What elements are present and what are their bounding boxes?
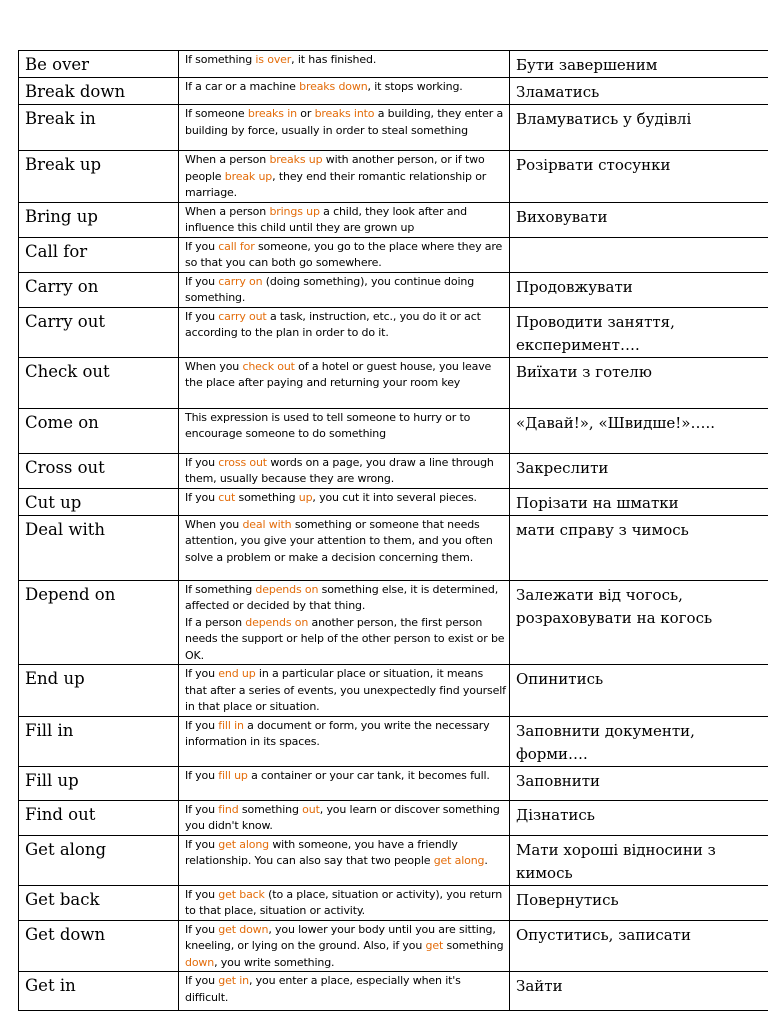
definition-text: If you bbox=[185, 718, 219, 732]
definition-text: , you learn or discover something you didn't know. bbox=[185, 802, 500, 832]
definition-paragraph bbox=[185, 837, 507, 870]
definition-paragraph bbox=[185, 204, 507, 237]
phrasal-verb-cell: Depend on bbox=[19, 580, 179, 665]
definition-text: If you bbox=[185, 309, 219, 323]
definition-text: something bbox=[443, 939, 504, 952]
definition-cell bbox=[179, 580, 510, 665]
phrasal-verb-cell: Find out bbox=[19, 800, 179, 835]
definition-cell bbox=[179, 835, 510, 885]
translation-cell: Заповнити bbox=[510, 766, 768, 800]
highlighted-phrase: get back bbox=[218, 887, 265, 901]
definition-cell bbox=[179, 357, 510, 408]
definition-paragraph bbox=[185, 410, 507, 443]
highlighted-phrase: breaks down bbox=[299, 80, 368, 93]
definition-text: If you bbox=[185, 239, 219, 253]
phrasal-verb-cell: Cross out bbox=[19, 453, 179, 488]
definition-paragraph bbox=[185, 718, 507, 751]
definition-cell bbox=[179, 515, 510, 580]
table-row bbox=[19, 716, 768, 766]
definition-paragraph bbox=[185, 274, 507, 307]
phrasal-verb-cell: Be over bbox=[19, 51, 179, 78]
definition-text: If you bbox=[185, 837, 219, 851]
phrasal-verb-cell: Come on bbox=[19, 408, 179, 453]
definition-text: someone, you go to the place where they are so that you can both go somewhere. bbox=[185, 239, 503, 269]
phrasal-verb-cell: Check out bbox=[19, 357, 179, 408]
phrasal-verb-cell: Carry out bbox=[19, 307, 179, 357]
definition-paragraph bbox=[185, 615, 507, 665]
highlighted-phrase: cut bbox=[218, 490, 236, 504]
translation-cell: Бути завершеним bbox=[510, 51, 768, 78]
definition-text: , it has finished. bbox=[291, 53, 377, 66]
phrasal-verb-cell: Bring up bbox=[19, 202, 179, 237]
phrasal-verb-cell: Get along bbox=[19, 835, 179, 885]
translation-cell: Порізати на шматки bbox=[510, 488, 768, 515]
table-row bbox=[19, 272, 768, 307]
table-row bbox=[19, 920, 768, 972]
highlighted-phrase: get bbox=[425, 939, 444, 952]
definition-paragraph bbox=[185, 582, 507, 615]
phrasal-verbs-table bbox=[18, 50, 768, 1011]
definition-paragraph bbox=[185, 887, 507, 920]
definition-text: If someone bbox=[185, 107, 248, 120]
highlighted-phrase: brings up bbox=[269, 204, 320, 218]
definition-paragraph bbox=[185, 666, 507, 716]
definition-text: If you bbox=[185, 455, 219, 469]
highlighted-phrase: check out bbox=[242, 359, 295, 373]
highlighted-phrase: break up bbox=[224, 169, 273, 183]
definition-text: another person, the first person needs the support or help of the other person to exist or be OK. bbox=[185, 615, 505, 662]
table-row bbox=[19, 488, 768, 515]
table-row bbox=[19, 766, 768, 800]
definition-text: If something bbox=[185, 582, 256, 596]
translation-cell: Заповнити документи, форми…. bbox=[510, 716, 768, 766]
definition-cell bbox=[179, 51, 510, 78]
definition-paragraph bbox=[185, 79, 507, 96]
definition-cell bbox=[179, 105, 510, 151]
highlighted-phrase: carry out bbox=[218, 309, 267, 323]
highlighted-phrase: deal with bbox=[242, 517, 292, 531]
highlighted-phrase: get down bbox=[218, 922, 269, 936]
translation-cell: Дізнатись bbox=[510, 800, 768, 835]
translation-cell: Опинитись bbox=[510, 665, 768, 717]
table-row bbox=[19, 237, 768, 272]
table-row bbox=[19, 408, 768, 453]
translation-cell: мати справу з чимось bbox=[510, 515, 768, 580]
highlighted-phrase: end up bbox=[218, 667, 256, 680]
definition-paragraph bbox=[185, 517, 507, 567]
table-row bbox=[19, 78, 768, 105]
definition-cell bbox=[179, 716, 510, 766]
highlighted-phrase: down bbox=[185, 955, 215, 969]
phrasal-verb-cell: Cut up bbox=[19, 488, 179, 515]
phrasal-verb-cell: Break up bbox=[19, 151, 179, 203]
definition-text: , you write something. bbox=[214, 955, 335, 969]
phrasal-verb-cell: Break in bbox=[19, 105, 179, 151]
definition-text: , you enter a place, especially when it's difficult. bbox=[185, 974, 461, 1004]
definition-text: , they end their romantic relationship or marriage. bbox=[185, 169, 487, 199]
table-row bbox=[19, 580, 768, 665]
definition-text: in a particular place or situation, it means that after a series of events, you unexpectedly find yourself in that place or situation. bbox=[185, 667, 506, 713]
definition-cell bbox=[179, 766, 510, 800]
definition-paragraph bbox=[185, 490, 507, 507]
phrasal-verb-cell: Call for bbox=[19, 237, 179, 272]
definition-text: When a person bbox=[185, 204, 270, 218]
translation-cell: Проводити заняття, експеримент…. bbox=[510, 307, 768, 357]
definition-text: , you cut it into several pieces. bbox=[312, 490, 477, 504]
phrasal-verb-cell: Deal with bbox=[19, 515, 179, 580]
table-row bbox=[19, 105, 768, 151]
definition-paragraph bbox=[185, 309, 507, 342]
highlighted-phrase: get along bbox=[218, 837, 269, 851]
table-row bbox=[19, 357, 768, 408]
translation-cell: Повернутись bbox=[510, 885, 768, 920]
definition-cell bbox=[179, 237, 510, 272]
definition-text: or bbox=[296, 107, 315, 120]
definition-text: something bbox=[235, 490, 299, 504]
highlighted-phrase: breaks up bbox=[269, 153, 323, 166]
definition-cell bbox=[179, 272, 510, 307]
definition-text: If you bbox=[185, 887, 219, 901]
table-row bbox=[19, 972, 768, 1011]
translation-cell bbox=[510, 237, 768, 272]
definition-paragraph bbox=[185, 152, 507, 202]
definition-text: If you bbox=[185, 802, 219, 816]
definition-paragraph bbox=[185, 359, 507, 392]
definition-text: of a hotel or guest house, you leave the place after paying and returning your room key bbox=[185, 359, 492, 389]
phrasal-verb-cell: Get in bbox=[19, 972, 179, 1011]
definition-paragraph bbox=[185, 768, 507, 785]
definition-text: If you bbox=[185, 974, 219, 987]
definition-text: If you bbox=[185, 274, 219, 288]
highlighted-phrase: breaks into bbox=[314, 107, 375, 120]
definition-text: something or someone that needs attention, you give your attention to them, and you often solve a problem or make a decision concerning them. bbox=[185, 517, 493, 564]
highlighted-phrase: call for bbox=[218, 239, 255, 253]
definition-cell bbox=[179, 202, 510, 237]
definition-text: a document or form, you write the necessary information in its spaces. bbox=[185, 718, 490, 748]
definition-cell bbox=[179, 488, 510, 515]
definition-text: . bbox=[484, 854, 488, 867]
translation-cell: Зламатись bbox=[510, 78, 768, 105]
translation-cell: Мати хороші відносини з кимось bbox=[510, 835, 768, 885]
phrasal-verb-cell: Fill in bbox=[19, 716, 179, 766]
definition-text: a container or your car tank, it becomes full. bbox=[247, 768, 490, 782]
table-row bbox=[19, 51, 768, 78]
definition-text: If you bbox=[185, 490, 219, 504]
table-row bbox=[19, 453, 768, 488]
translation-cell: Виховувати bbox=[510, 202, 768, 237]
translation-cell: Зайти bbox=[510, 972, 768, 1011]
table-body bbox=[19, 51, 768, 1011]
phrasal-verb-cell: Break down bbox=[19, 78, 179, 105]
definition-paragraph bbox=[185, 455, 507, 488]
definition-text: a child, they look after and influence this child until they are grown up bbox=[185, 204, 467, 234]
definition-cell bbox=[179, 665, 510, 717]
highlighted-phrase: fill in bbox=[218, 718, 244, 732]
definition-paragraph bbox=[185, 52, 507, 69]
definition-cell bbox=[179, 453, 510, 488]
definition-text: a task, instruction, etc., you do it or act according to the plan in order to do it. bbox=[185, 309, 481, 339]
phrasal-verb-cell: Fill up bbox=[19, 766, 179, 800]
definition-paragraph bbox=[185, 239, 507, 272]
definition-cell bbox=[179, 78, 510, 105]
definition-text: If you bbox=[185, 667, 219, 680]
phrasal-verb-cell: Get back bbox=[19, 885, 179, 920]
highlighted-phrase: depends on bbox=[255, 582, 319, 596]
definition-text: If you bbox=[185, 768, 219, 782]
definition-text: with another person, or if two people bbox=[185, 153, 485, 183]
table-row bbox=[19, 885, 768, 920]
definition-text: When you bbox=[185, 517, 243, 531]
definition-text: When you bbox=[185, 359, 243, 373]
definition-cell bbox=[179, 307, 510, 357]
highlighted-phrase: carry on bbox=[218, 274, 263, 288]
definition-cell bbox=[179, 972, 510, 1011]
definition-paragraph bbox=[185, 973, 507, 1006]
definition-paragraph bbox=[185, 106, 507, 139]
highlighted-phrase: find bbox=[218, 802, 239, 816]
definition-paragraph bbox=[185, 802, 507, 835]
definition-text: , it stops working. bbox=[367, 80, 463, 93]
highlighted-phrase: depends on bbox=[245, 615, 309, 629]
highlighted-phrase: cross out bbox=[218, 455, 267, 469]
highlighted-phrase: get along bbox=[433, 854, 485, 867]
definition-text: If a person bbox=[185, 615, 246, 629]
definition-text: This expression is used to tell someone to hurry or to encourage someone to do something bbox=[185, 410, 471, 440]
table-row bbox=[19, 665, 768, 717]
table-row bbox=[19, 307, 768, 357]
definition-cell bbox=[179, 800, 510, 835]
phrasal-verb-cell: End up bbox=[19, 665, 179, 717]
highlighted-phrase: get in bbox=[218, 974, 249, 987]
table-row bbox=[19, 800, 768, 835]
translation-cell: Розірвати стосунки bbox=[510, 151, 768, 203]
definition-text: If you bbox=[185, 922, 219, 936]
definition-text: something bbox=[238, 802, 303, 816]
definition-text: a building, they enter a building by force, usually in order to steal something bbox=[185, 107, 504, 137]
definition-cell bbox=[179, 920, 510, 972]
definition-text: something else, it is determined, affected or decided by that thing. bbox=[185, 582, 499, 612]
definition-paragraph bbox=[185, 922, 507, 972]
table-row bbox=[19, 515, 768, 580]
phrasal-verb-cell: Carry on bbox=[19, 272, 179, 307]
translation-cell: Опуститись, записати bbox=[510, 920, 768, 972]
definition-text: If a car or a machine bbox=[185, 80, 300, 93]
highlighted-phrase: breaks in bbox=[247, 107, 297, 120]
definition-text: If something bbox=[185, 53, 256, 66]
definition-text: , you lower your body until you are sitting, kneeling, or lying on the ground. Also, if you bbox=[185, 922, 496, 952]
translation-cell: Закреслити bbox=[510, 453, 768, 488]
definition-text: (to a place, situation or activity), you return to that place, situation or activity. bbox=[185, 887, 503, 917]
table-row bbox=[19, 151, 768, 203]
translation-cell: Продовжувати bbox=[510, 272, 768, 307]
highlighted-phrase: up bbox=[298, 490, 313, 504]
table-row bbox=[19, 835, 768, 885]
translation-cell: Вламуватись у будівлі bbox=[510, 105, 768, 151]
highlighted-phrase: out bbox=[302, 802, 320, 816]
definition-cell bbox=[179, 151, 510, 203]
translation-cell: Залежати від чогось, розраховувати на когось bbox=[510, 580, 768, 665]
phrasal-verb-cell: Get down bbox=[19, 920, 179, 972]
definition-text: with someone, you have a friendly relationship. You can also say that two people bbox=[185, 837, 458, 867]
phrasal-verbs-sheet bbox=[18, 50, 768, 1011]
table-row bbox=[19, 202, 768, 237]
highlighted-phrase: is over bbox=[255, 53, 292, 66]
definition-text: When a person bbox=[185, 153, 270, 166]
definition-cell bbox=[179, 885, 510, 920]
translation-cell: «Давай!», «Швидше!»….. bbox=[510, 408, 768, 453]
definition-text: words on a page, you draw a line through them, usually because they are wrong. bbox=[185, 455, 494, 485]
translation-cell: Виїхати з готелю bbox=[510, 357, 768, 408]
definition-cell bbox=[179, 408, 510, 453]
definition-text: (doing something), you continue doing something. bbox=[185, 274, 475, 304]
highlighted-phrase: fill up bbox=[218, 768, 248, 782]
